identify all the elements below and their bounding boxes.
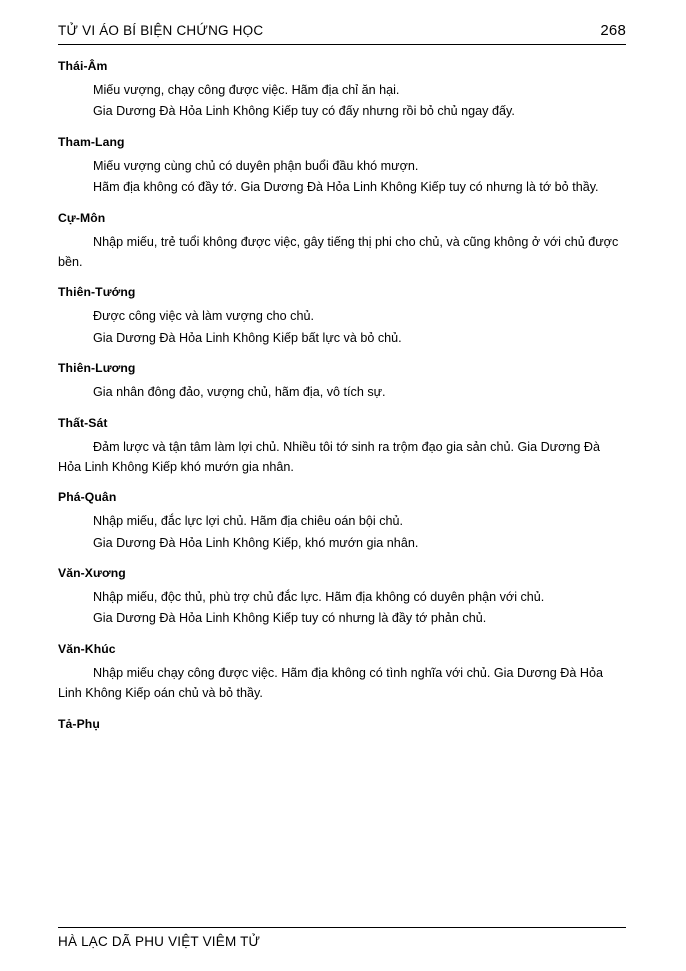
section-paragraph: Nhập miếu, độc thủ, phù trợ chủ đắc lực. Hãm địa không có duyên phận với chủ.	[93, 590, 545, 605]
section-paragraph: Gia nhân đông đảo, vượng chủ, hãm địa, vô tích sự.	[93, 385, 386, 400]
section-heading: Cự-Môn	[58, 210, 106, 225]
document-section	[58, 361, 626, 402]
section-heading: Thái-Âm	[58, 59, 108, 73]
section-heading: Văn-Xương	[58, 566, 126, 581]
document-section	[58, 642, 626, 704]
section-heading: Tham-Lang	[58, 134, 125, 149]
section-heading: Thiên-Tướng	[58, 285, 136, 300]
page-footer	[58, 927, 626, 949]
document-section	[58, 59, 626, 122]
section-heading: Thiên-Lương	[58, 361, 136, 376]
section-paragraph: Đảm lược và tận tâm làm lợi chủ. Nhiều tôi tớ sinh ra trộm đạo gia sản chủ. Gia Dương Đà Hỏa Linh Không Kiếp khó mướn gia nhân.	[58, 439, 600, 474]
section-paragraph: Hãm địa không có đầy tớ. Gia Dương Đà Hỏa Linh Không Kiếp tuy có nhưng là tớ bỏ thầy.	[93, 180, 599, 195]
document-section	[58, 416, 626, 478]
page-header	[58, 22, 626, 44]
section-paragraph: Được công việc và làm vượng cho chủ.	[93, 309, 314, 324]
document-section	[58, 717, 626, 731]
section-heading: Tả-Phụ	[58, 716, 100, 731]
section-paragraph: Nhập miếu, đắc lực lợi chủ. Hãm địa chiêu oán bội chủ.	[93, 514, 404, 529]
document-section	[58, 566, 626, 629]
document-section	[58, 490, 626, 553]
document-body	[58, 45, 626, 731]
section-heading: Văn-Khúc	[58, 641, 116, 656]
section-paragraph: Nhập miếu, trẻ tuổi không được việc, gây tiếng thị phi cho chủ, và cũng không ở với chủ được bền.	[58, 234, 619, 269]
section-paragraph: Gia Dương Đà Hỏa Linh Không Kiếp tuy có nhưng là đầy tớ phản chủ.	[93, 611, 487, 626]
document-section	[58, 211, 626, 273]
section-paragraph: Gia Dương Đà Hỏa Linh Không Kiếp tuy có đấy nhưng rồi bỏ chủ ngay đấy.	[93, 104, 515, 119]
section-paragraph: Miếu vượng, chạy công được việc. Hãm địa chỉ ăn hại.	[93, 83, 400, 97]
section-paragraph: Miếu vượng cùng chủ có duyên phận buổi đầu khó mượn.	[93, 158, 419, 173]
document-section	[58, 135, 626, 198]
footer-divider	[58, 927, 626, 928]
section-heading: Thất-Sát	[58, 415, 108, 430]
footer-author: HÀ LẠC DÃ PHU VIỆT VIÊM TỬ	[58, 934, 261, 949]
header-page-number: 268	[600, 22, 626, 39]
section-paragraph: Gia Dương Đà Hỏa Linh Không Kiếp, khó mướn gia nhân.	[93, 535, 419, 550]
section-paragraph: Nhập miếu chạy công được việc. Hãm địa không có tình nghĩa với chủ. Gia Dương Đà Hỏa Linh Không Kiếp oán chủ và bỏ thầy.	[58, 665, 603, 701]
document-section	[58, 285, 626, 348]
section-heading: Phá-Quân	[58, 490, 117, 505]
header-book-title: TỬ VI ÁO BÍ BIỆN CHỨNG HỌC	[58, 23, 264, 38]
section-paragraph: Gia Dương Đà Hỏa Linh Không Kiếp bất lực và bỏ chủ.	[93, 330, 402, 345]
